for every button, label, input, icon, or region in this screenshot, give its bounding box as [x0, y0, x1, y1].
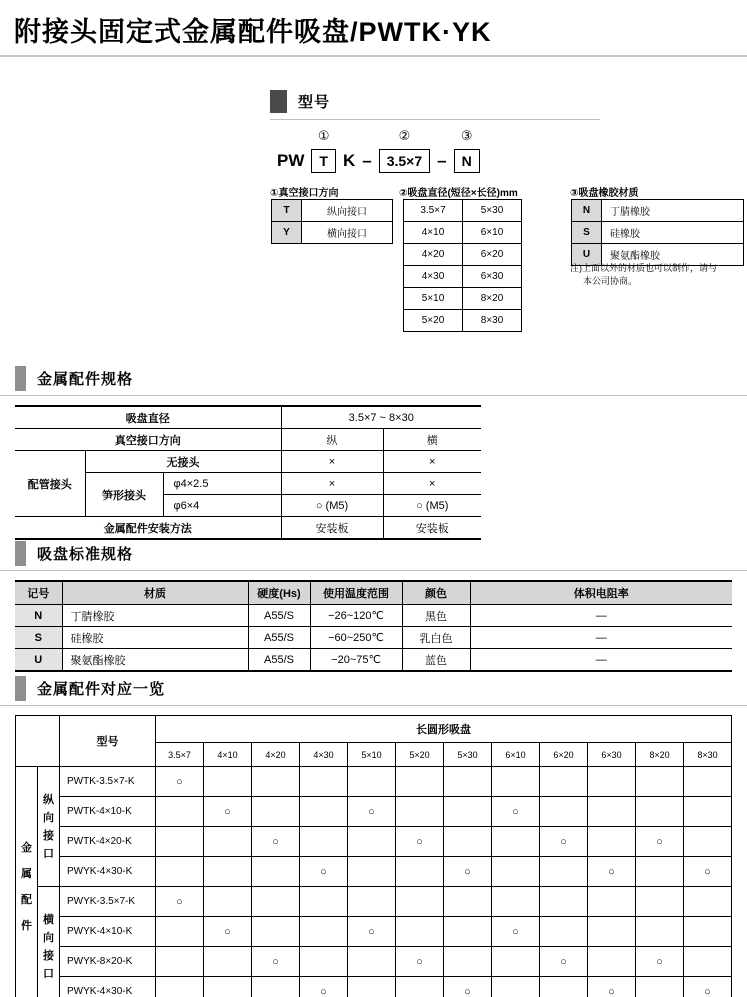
matrix-section-title: 金属配件对应一览	[37, 681, 166, 698]
hardness-cell: A55/S	[248, 627, 310, 649]
code-direction-box: T	[311, 149, 336, 173]
compat-cell	[492, 947, 540, 977]
compat-cell	[156, 827, 204, 857]
standard-section-title: 吸盘标准规格	[37, 546, 134, 563]
code-size-item	[379, 128, 430, 173]
size-header: 8×30	[684, 743, 732, 767]
fitting-section-title: 金属配件规格	[37, 371, 134, 388]
compat-cell	[252, 857, 300, 887]
compat-cell	[492, 857, 540, 887]
hardness-cell: A55/S	[248, 649, 310, 672]
column-header: 使用温度范围	[310, 581, 402, 605]
diameter-cell: 4×30	[404, 266, 463, 288]
code-k: K	[342, 151, 356, 170]
compat-cell	[492, 887, 540, 917]
compat-cell: ○	[540, 827, 588, 857]
table-row	[404, 288, 522, 310]
diameter-table	[403, 199, 522, 332]
material-table	[571, 199, 744, 266]
direction-code-table	[271, 199, 393, 244]
vertical-port-group-cell	[38, 767, 60, 887]
compat-cell	[588, 947, 636, 977]
column-header: 硬度(Hs)	[248, 581, 310, 605]
table-header-row	[16, 716, 732, 743]
compat-cell	[252, 917, 300, 947]
compat-cell	[300, 767, 348, 797]
compat-cell: ○	[492, 917, 540, 947]
model-cell: PWYK-4×10-K	[60, 917, 156, 947]
direction-vertical: 纵	[281, 429, 383, 451]
diameter-cell: 6×20	[463, 244, 522, 266]
direction-label: 纵向接口	[302, 200, 393, 222]
compat-cell	[204, 857, 252, 887]
metal-fitting-group-label: 金属配件	[21, 841, 32, 932]
compat-cell: ○	[588, 857, 636, 887]
direction-code: T	[272, 200, 302, 222]
code-dash: –	[437, 151, 447, 170]
material-cell: 聚氨酯橡胶	[62, 649, 248, 672]
circled-number-1: ①	[317, 128, 330, 143]
compat-cell: ○	[588, 977, 636, 997]
material-label: 硅橡胶	[602, 222, 744, 244]
compat-cell	[348, 947, 396, 977]
code-direction-item	[311, 128, 336, 173]
circled-number-3: ③	[460, 128, 473, 143]
correspondence-table	[15, 715, 732, 997]
compat-cell	[444, 947, 492, 977]
column-header: 记号	[15, 581, 62, 605]
standard-section-rule	[0, 570, 747, 571]
temperature-cell: −60~250℃	[310, 627, 402, 649]
compat-cell	[300, 887, 348, 917]
size-header: 5×10	[348, 743, 396, 767]
oval-pad-header: 长圆形吸盘	[156, 716, 732, 743]
compat-cell	[300, 797, 348, 827]
compat-cell	[540, 857, 588, 887]
fitting-spec-table	[15, 405, 481, 540]
compat-cell	[348, 857, 396, 887]
compat-cell	[588, 797, 636, 827]
model-section-rule	[270, 119, 600, 120]
table-row	[15, 649, 732, 672]
compat-cell	[156, 797, 204, 827]
compat-cell	[684, 827, 732, 857]
code-dash: –	[362, 151, 372, 170]
mount-horizontal: 安装板	[383, 517, 481, 540]
size-header: 6×20	[540, 743, 588, 767]
horizontal-port-group-cell	[38, 887, 60, 997]
compat-cell	[156, 917, 204, 947]
resistivity-cell: —	[470, 627, 732, 649]
table-row	[404, 266, 522, 288]
compat-cell: ○	[492, 797, 540, 827]
table-row	[15, 429, 481, 451]
size-header: 5×30	[444, 743, 492, 767]
direction-label: 横向接口	[302, 222, 393, 244]
compat-cell: ○	[444, 857, 492, 887]
hardness-cell: A55/S	[248, 605, 310, 627]
diameter-cell: 4×10	[404, 222, 463, 244]
compat-cell: ○	[348, 797, 396, 827]
standard-spec-table	[15, 580, 732, 672]
matrix-section-rule	[0, 705, 747, 706]
size-header: 4×30	[300, 743, 348, 767]
diameter-cell: 4×20	[404, 244, 463, 266]
compat-cell	[348, 887, 396, 917]
compat-cell: ○	[156, 767, 204, 797]
diameter-cell: 6×10	[463, 222, 522, 244]
model-section-header	[270, 90, 330, 113]
code-prefix-item	[277, 128, 304, 173]
compat-cell	[396, 917, 444, 947]
table-row	[15, 451, 481, 473]
part-number-display	[277, 128, 487, 173]
material-subhead: ③吸盘橡胶材质	[570, 188, 639, 199]
circled-number-2: ②	[398, 128, 411, 143]
compat-cell	[396, 767, 444, 797]
compat-cell	[444, 827, 492, 857]
color-cell: 乳白色	[402, 627, 470, 649]
compat-cell	[300, 827, 348, 857]
horizontal-port-group-label: 横向接口	[43, 913, 54, 980]
compat-cell	[684, 917, 732, 947]
compat-cell: ○	[396, 947, 444, 977]
compat-cell: ○	[540, 947, 588, 977]
code-dash-item	[437, 128, 446, 173]
compat-cell	[204, 767, 252, 797]
barb1-vertical: ×	[281, 473, 383, 495]
matrix-corner-cell	[16, 716, 60, 767]
size-header: 6×10	[492, 743, 540, 767]
compat-cell	[300, 947, 348, 977]
material-note-line1: 注)上面以外的材质也可以制作，请与	[570, 263, 717, 273]
size-header: 6×30	[588, 743, 636, 767]
symbol-cell: U	[15, 649, 62, 672]
model-cell: PWTK-4×10-K	[60, 797, 156, 827]
model-cell: PWTK-4×20-K	[60, 827, 156, 857]
compat-cell: ○	[204, 917, 252, 947]
column-header: 材质	[62, 581, 248, 605]
section-marker	[15, 676, 26, 701]
compat-cell	[684, 767, 732, 797]
compat-cell	[252, 977, 300, 997]
diameter-subhead: ②吸盘直径(短径×长径)mm	[399, 188, 518, 199]
color-cell: 蓝色	[402, 649, 470, 672]
compat-cell	[588, 767, 636, 797]
table-row	[404, 200, 522, 222]
compat-cell: ○	[636, 827, 684, 857]
barb2-vertical: ○ (M5)	[281, 495, 383, 517]
material-label: 聚氨酯橡胶	[602, 244, 744, 266]
symbol-cell: N	[15, 605, 62, 627]
compat-cell: ○	[348, 917, 396, 947]
compat-cell	[396, 857, 444, 887]
diameter-cell: 3.5×7	[404, 200, 463, 222]
direction-horizontal: 横	[383, 429, 481, 451]
material-code: S	[572, 222, 602, 244]
section-marker	[270, 90, 287, 113]
compat-cell	[492, 827, 540, 857]
model-cell: PWYK-3.5×7-K	[60, 887, 156, 917]
diameter-cell: 5×10	[404, 288, 463, 310]
compat-cell	[492, 977, 540, 997]
barb-size-1: φ4×2.5	[163, 473, 281, 495]
section-marker	[15, 366, 26, 391]
direction-subhead: ①真空接口方向	[270, 188, 339, 199]
compat-cell: ○	[684, 857, 732, 887]
table-row	[572, 222, 744, 244]
compat-cell	[684, 797, 732, 827]
compat-cell	[204, 947, 252, 977]
table-row	[404, 222, 522, 244]
compat-cell	[540, 887, 588, 917]
mount-vertical: 安装板	[281, 517, 383, 540]
temperature-cell: −26~120℃	[310, 605, 402, 627]
model-cell: PWYK-8×20-K	[60, 947, 156, 977]
code-material-item	[454, 128, 480, 173]
material-note-line2: 本公司协商。	[583, 276, 638, 286]
compat-cell	[348, 767, 396, 797]
material-cell: 丁腈橡胶	[62, 605, 248, 627]
fitting-section-rule	[0, 395, 747, 396]
compat-cell	[636, 857, 684, 887]
direction-code: Y	[272, 222, 302, 244]
compat-cell: ○	[252, 947, 300, 977]
table-row	[15, 473, 481, 495]
compat-cell: ○	[636, 947, 684, 977]
size-header: 4×10	[204, 743, 252, 767]
size-header: 5×20	[396, 743, 444, 767]
compat-cell	[444, 797, 492, 827]
table-row	[16, 857, 732, 887]
section-marker	[15, 541, 26, 566]
no-joint-vertical: ×	[281, 451, 383, 473]
table-row	[15, 627, 732, 649]
temperature-cell: −20~75℃	[310, 649, 402, 672]
material-label: 丁腈橡胶	[602, 200, 744, 222]
compat-cell	[252, 797, 300, 827]
table-row	[15, 406, 481, 429]
table-row	[15, 605, 732, 627]
compat-cell: ○	[300, 977, 348, 997]
column-header: 体积电阻率	[470, 581, 732, 605]
table-row	[272, 222, 393, 244]
compat-cell	[636, 767, 684, 797]
compat-cell	[684, 887, 732, 917]
no-joint-label: 无接头	[85, 451, 281, 473]
table-row	[16, 797, 732, 827]
compat-cell	[348, 827, 396, 857]
pad-diameter-value: 3.5×7 ~ 8×30	[281, 406, 481, 429]
compat-cell	[684, 947, 732, 977]
resistivity-cell: —	[470, 649, 732, 672]
material-note	[570, 262, 717, 288]
page-title: 附接头固定式金属配件吸盘/PWTK·YK	[14, 17, 492, 47]
diameter-cell: 5×20	[404, 310, 463, 332]
resistivity-cell: —	[470, 605, 732, 627]
barb2-horizontal: ○ (M5)	[383, 495, 481, 517]
mount-method-label: 金属配件安装方法	[15, 517, 281, 540]
compat-cell	[540, 767, 588, 797]
compat-cell	[588, 917, 636, 947]
compat-cell	[204, 827, 252, 857]
table-row	[16, 887, 732, 917]
compat-cell	[492, 767, 540, 797]
table-row	[16, 947, 732, 977]
model-cell: PWYK-4×30-K	[60, 977, 156, 997]
metal-fitting-group-cell	[16, 767, 38, 997]
compat-cell	[156, 857, 204, 887]
table-row	[404, 310, 522, 332]
color-cell: 黑色	[402, 605, 470, 627]
compat-cell	[636, 797, 684, 827]
standard-section-header	[15, 541, 133, 566]
table-row	[16, 827, 732, 857]
compat-cell	[396, 887, 444, 917]
compat-cell	[540, 797, 588, 827]
diameter-cell: 8×20	[463, 288, 522, 310]
table-row	[15, 517, 481, 540]
material-code: N	[572, 200, 602, 222]
table-row	[16, 767, 732, 797]
compat-cell	[156, 977, 204, 997]
size-header: 4×20	[252, 743, 300, 767]
compat-cell: ○	[204, 797, 252, 827]
compat-cell	[156, 947, 204, 977]
pad-diameter-label: 吸盘直径	[15, 406, 281, 429]
compat-cell	[444, 887, 492, 917]
material-code: U	[572, 244, 602, 266]
compat-cell	[444, 767, 492, 797]
size-header: 3.5×7	[156, 743, 204, 767]
compat-cell	[444, 917, 492, 947]
compat-cell	[636, 887, 684, 917]
table-row	[16, 977, 732, 997]
matrix-section-header	[15, 676, 165, 701]
compat-cell: ○	[444, 977, 492, 997]
table-row	[272, 200, 393, 222]
compat-cell	[252, 887, 300, 917]
compat-cell: ○	[300, 857, 348, 887]
compat-cell	[636, 977, 684, 997]
code-prefix: PW	[277, 151, 305, 170]
compat-cell	[396, 797, 444, 827]
model-cell: PWTK-3.5×7-K	[60, 767, 156, 797]
port-direction-label: 真空接口方向	[15, 429, 281, 451]
compat-cell	[588, 827, 636, 857]
code-dash-item	[362, 128, 371, 173]
compat-cell: ○	[684, 977, 732, 997]
compat-cell: ○	[252, 827, 300, 857]
compat-cell: ○	[396, 827, 444, 857]
table-header-row	[15, 581, 732, 605]
compat-cell	[204, 977, 252, 997]
compat-cell	[588, 887, 636, 917]
compat-cell	[396, 977, 444, 997]
vertical-port-group-label: 纵向接口	[43, 793, 54, 860]
code-size-box: 3.5×7	[379, 149, 430, 173]
material-cell: 硅橡胶	[62, 627, 248, 649]
table-row	[404, 244, 522, 266]
diameter-cell: 5×30	[463, 200, 522, 222]
barb-joint-label: 笋形接头	[85, 473, 163, 517]
compat-cell	[300, 917, 348, 947]
table-row	[572, 200, 744, 222]
column-header: 颜色	[402, 581, 470, 605]
barb-size-2: φ6×4	[163, 495, 281, 517]
compat-cell	[252, 767, 300, 797]
compat-cell	[348, 977, 396, 997]
size-header: 8×20	[636, 743, 684, 767]
model-cell: PWYK-4×30-K	[60, 857, 156, 887]
compat-cell	[636, 917, 684, 947]
symbol-cell: S	[15, 627, 62, 649]
compat-cell: ○	[156, 887, 204, 917]
model-section-title: 型号	[298, 94, 331, 111]
title-rule	[0, 55, 747, 57]
code-material-box: N	[454, 149, 480, 173]
barb1-horizontal: ×	[383, 473, 481, 495]
pipe-joint-label: 配管接头	[15, 451, 85, 517]
diameter-cell: 8×30	[463, 310, 522, 332]
table-row	[16, 917, 732, 947]
diameter-cell: 6×30	[463, 266, 522, 288]
compat-cell	[540, 917, 588, 947]
compat-cell	[540, 977, 588, 997]
code-k-item	[343, 128, 355, 173]
fitting-section-header	[15, 366, 133, 391]
model-column-header: 型号	[60, 716, 156, 767]
compat-cell	[204, 887, 252, 917]
no-joint-horizontal: ×	[383, 451, 481, 473]
